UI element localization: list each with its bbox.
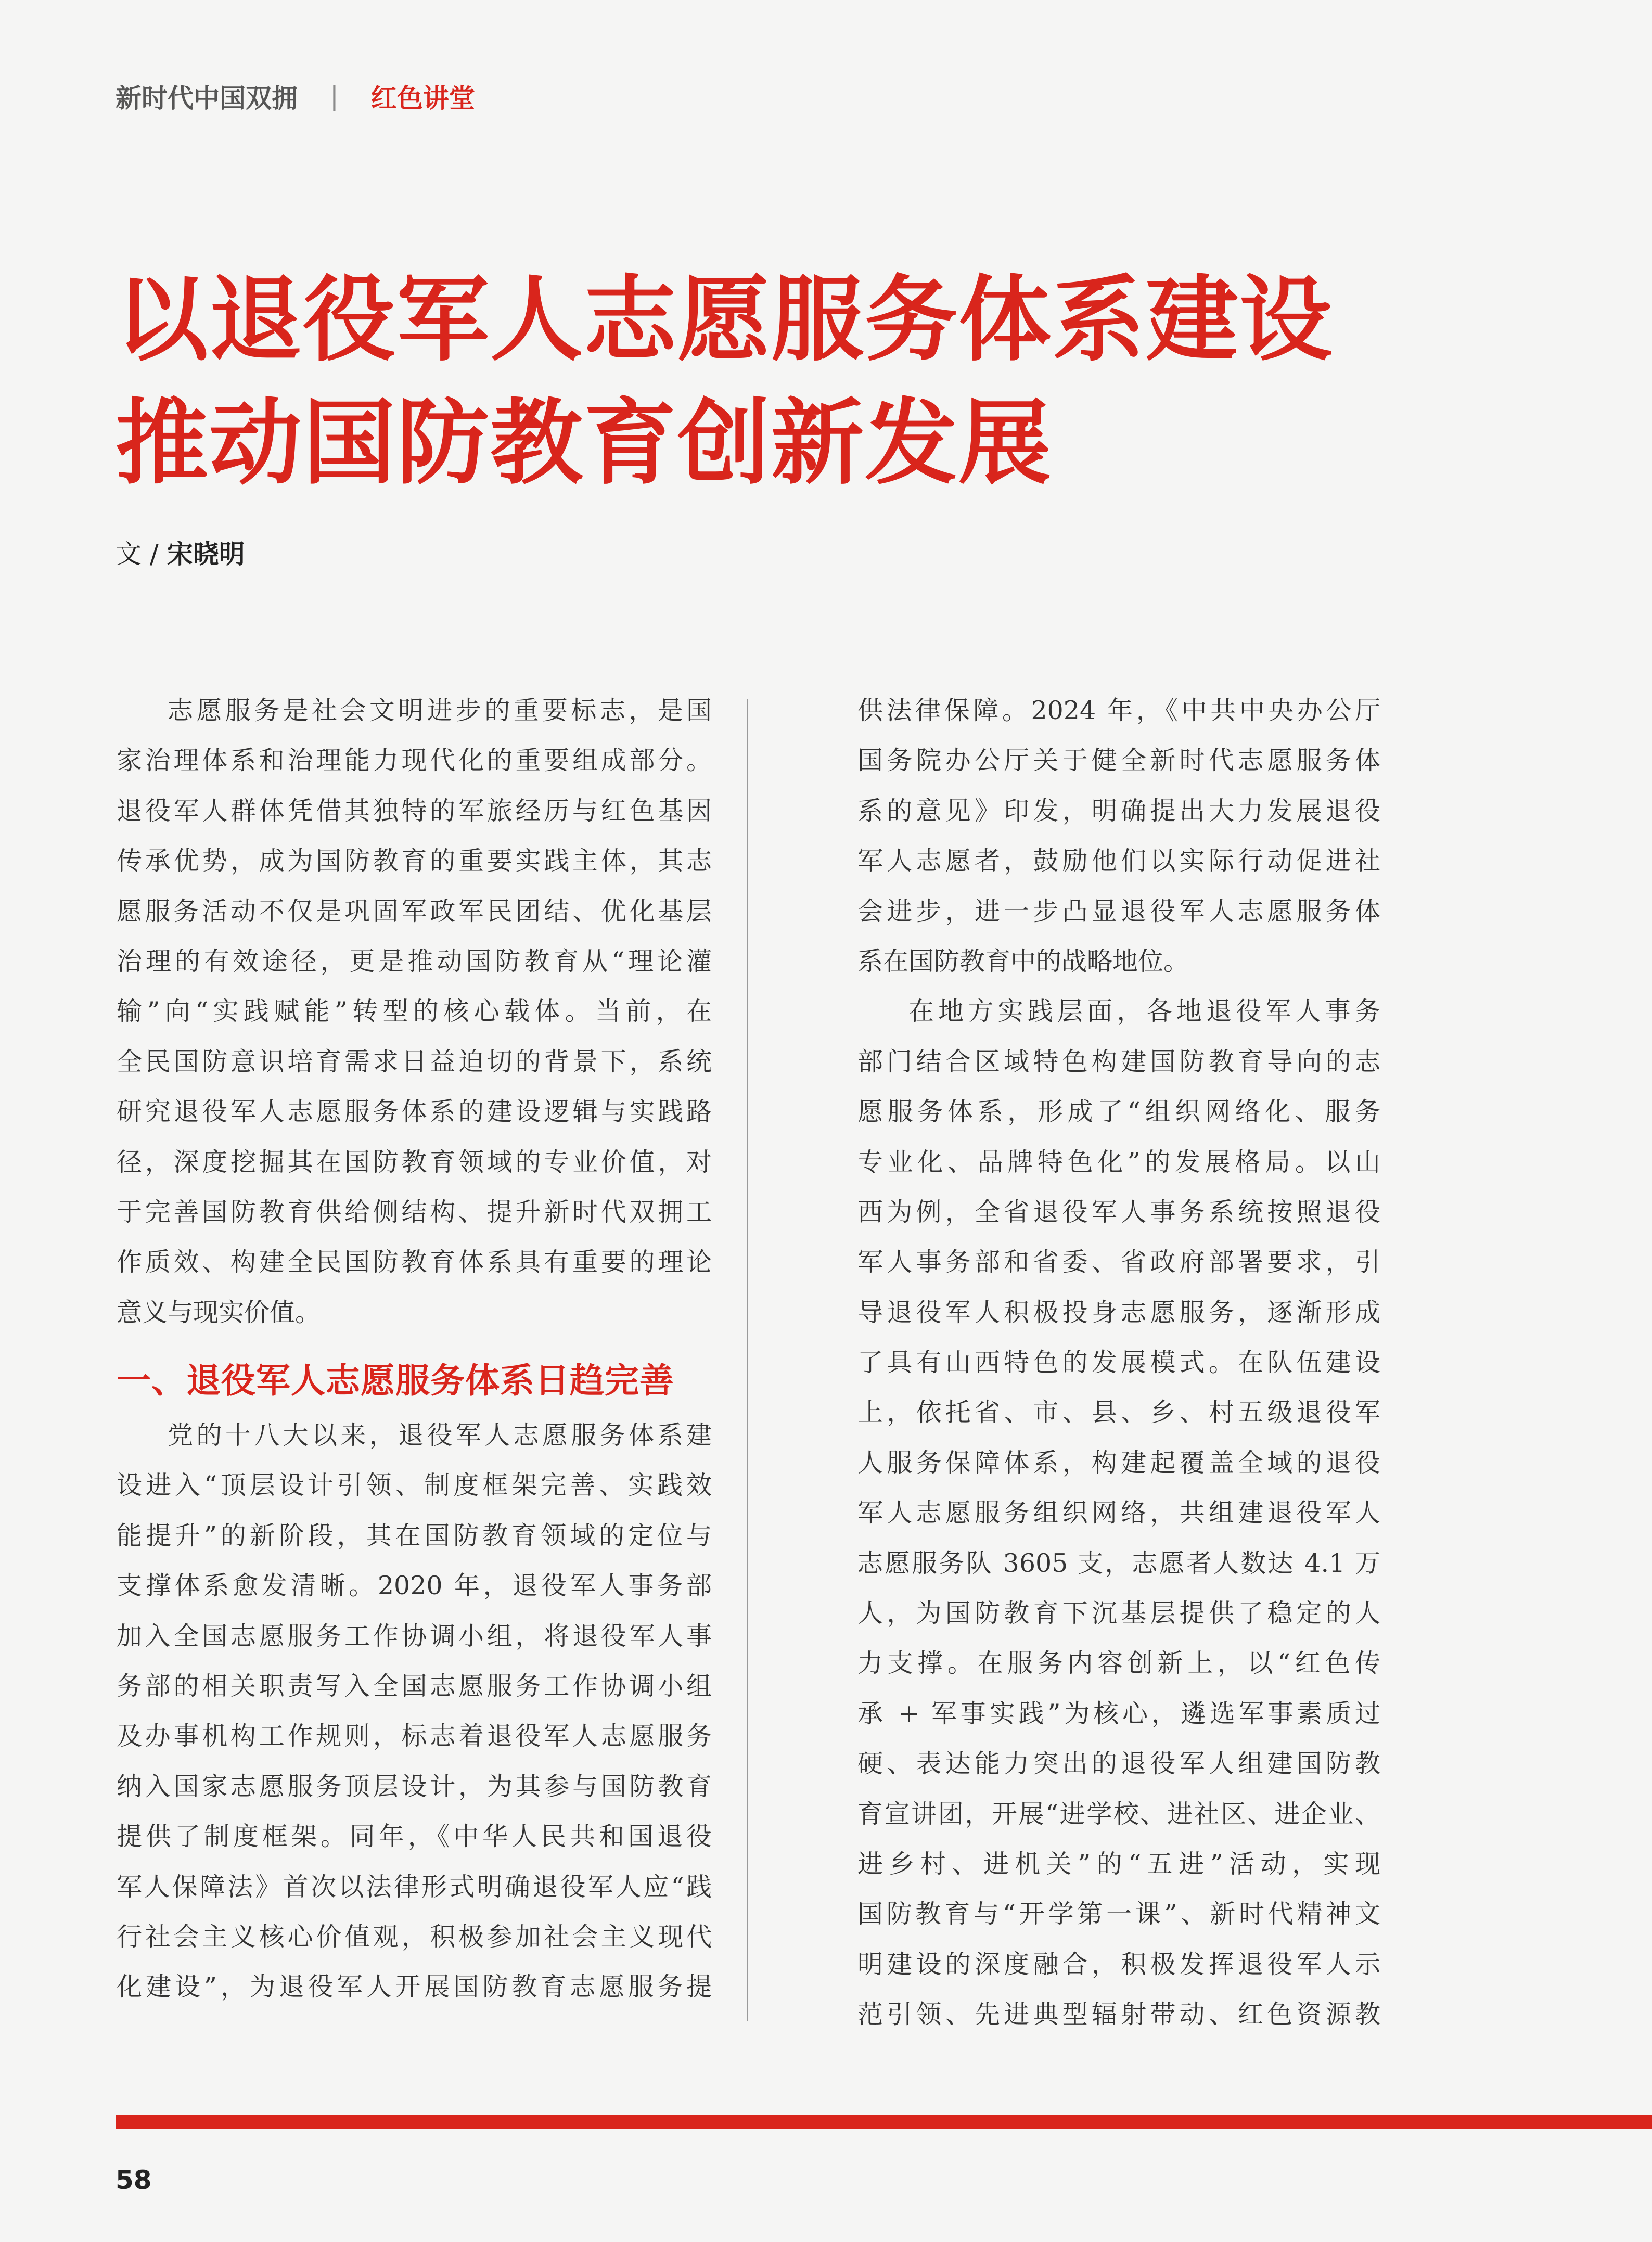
body-line: 治理的有效途径，更是推动国防教育从“理论灌: [117, 946, 712, 976]
body-line: 输”向“实践赋能”转型的核心载体。当前，在: [117, 996, 712, 1027]
body-line: 退役军人群体凭借其独特的军旅经历与红色基因: [117, 796, 712, 826]
body-line: 供法律保障。2024 年，《中共中央办公厅: [857, 696, 1380, 725]
article-title-line-2: 推动国防教育创新发展: [116, 389, 1052, 497]
body-line: 力支撑。在服务内容创新上，以“红色传: [857, 1648, 1380, 1679]
body-line: 了具有山西特色的发展模式。在队伍建设: [857, 1348, 1380, 1378]
body-line: 务部的相关职责写入全国志愿服务工作协调小组: [117, 1671, 712, 1701]
body-line: 化建设”，为退役军人开展国防教育志愿服务提: [117, 1972, 712, 2002]
body-line: 国防教育与“开学第一课”、新时代精神文: [857, 1899, 1380, 1929]
body-line: 专业化、品牌特色化”的发展格局。以山: [857, 1147, 1380, 1177]
body-line: 承 + 军事实践”为核心，遴选军事素质过: [857, 1698, 1380, 1728]
body-line: 人，为国防教育下沉基层提供了稳定的人: [857, 1598, 1380, 1629]
article-title-line-1: 以退役军人志愿服务体系建设: [116, 266, 1333, 374]
body-line: 愿服务体系，形成了“组织网络化、服务: [857, 1097, 1380, 1127]
byline-author: 宋晓明: [167, 539, 245, 569]
body-line: 全民国防意识培育需求日益迫切的背景下，系统: [117, 1046, 712, 1077]
byline: [116, 536, 245, 572]
body-column-right: [857, 686, 1380, 2040]
body-line: 志愿服务是社会文明进步的重要标志，是国: [168, 696, 712, 725]
body-line: 进乡村、进机关”的“五进”活动，实现: [857, 1849, 1380, 1879]
header-series-title: 新时代中国双拥: [116, 83, 298, 113]
body-line: 军人保障法》首次以法律形式明确退役军人应“践: [117, 1872, 712, 1902]
body-line: 育宣讲团，开展“进学校、进社区、进企业、: [857, 1799, 1380, 1829]
body-line: 系的意见》印发，明确提出大力发展退役: [857, 796, 1380, 826]
body-line: 加入全国志愿服务工作协调小组，将退役军人事: [117, 1621, 712, 1651]
body-line: 愿服务活动不仅是巩固军政军民团结、优化基层: [117, 896, 712, 926]
body-line: 硬、表达能力突出的退役军人组建国防教: [857, 1749, 1380, 1779]
body-line: 支撑体系愈发清晰。2020 年，退役军人事务部: [117, 1571, 712, 1601]
body-line: 人服务保障体系，构建起覆盖全域的退役: [857, 1447, 1380, 1478]
body-line: 及办事机构工作规则，标志着退役军人志愿服务: [117, 1721, 712, 1751]
body-line: 军人事务部和省委、省政府部署要求，引: [857, 1247, 1380, 1277]
body-line: 国务院办公厅关于健全新时代志愿服务体: [857, 746, 1380, 776]
footer-rule: [116, 2115, 1652, 2129]
body-line: 径，深度挖掘其在国防教育领域的专业价值，对: [117, 1147, 712, 1177]
byline-prefix: 文 /: [116, 539, 159, 569]
section-heading: 一、退役军人志愿服务体系日趋完善: [117, 1361, 674, 1401]
body-line: 明建设的深度融合，积极发挥退役军人示: [857, 1949, 1380, 1979]
body-line: 家治理体系和治理能力现代化的重要组成部分。: [117, 746, 712, 776]
body-line: 西为例，全省退役军人事务系统按照退役: [857, 1197, 1380, 1227]
body-line: 于完善国防教育供给侧结构、提升新时代双拥工: [117, 1197, 712, 1227]
body-line: 军人志愿者，鼓励他们以实际行动促进社: [857, 846, 1380, 876]
body-line: 设进入“顶层设计引领、制度框架完善、实践效: [117, 1470, 712, 1501]
body-line: 提供了制度框架。同年，《中华人民共和国退役: [117, 1822, 712, 1852]
body-line: 系在国防教育中的战略地位。: [857, 946, 1189, 976]
body-line: 能提升”的新阶段，其在国防教育领域的定位与: [117, 1520, 712, 1551]
header-section-title: 红色讲堂: [370, 83, 475, 113]
header-separator: |: [330, 81, 339, 111]
page-number: 58: [116, 2165, 152, 2195]
body-column-left: [117, 686, 712, 2013]
body-line: 军人志愿服务组织网络，共组建退役军人: [857, 1498, 1380, 1528]
body-line: 传承优势，成为国防教育的重要实践主体，其志: [117, 846, 712, 876]
body-line: 导退役军人积极投身志愿服务，逐渐形成: [857, 1297, 1380, 1327]
body-line: 研究退役军人志愿服务体系的建设逻辑与实践路: [117, 1097, 712, 1127]
body-line: 上，依托省、市、县、乡、村五级退役军: [857, 1398, 1380, 1428]
body-line: 部门结合区域特色构建国防教育导向的志: [857, 1046, 1380, 1077]
body-line: 会进步，进一步凸显退役军人志愿服务体: [857, 896, 1380, 926]
body-line: 在地方实践层面，各地退役军人事务: [908, 996, 1380, 1027]
running-header: [116, 78, 475, 114]
body-line: 范引领、先进典型辐射带动、红色资源教: [857, 2000, 1380, 2030]
body-line: 党的十八大以来，退役军人志愿服务体系建: [168, 1420, 712, 1451]
column-divider: [747, 699, 748, 2021]
body-line: 行社会主义核心价值观，积极参加社会主义现代: [117, 1921, 712, 1952]
body-line: 志愿服务队 3605 支，志愿者人数达 4.1 万: [857, 1548, 1380, 1578]
body-line: 作质效、构建全民国防教育体系具有重要的理论: [117, 1247, 712, 1277]
body-line: 纳入国家志愿服务顶层设计，为其参与国防教育: [117, 1771, 712, 1801]
body-line: 意义与现实价值。: [117, 1297, 321, 1327]
